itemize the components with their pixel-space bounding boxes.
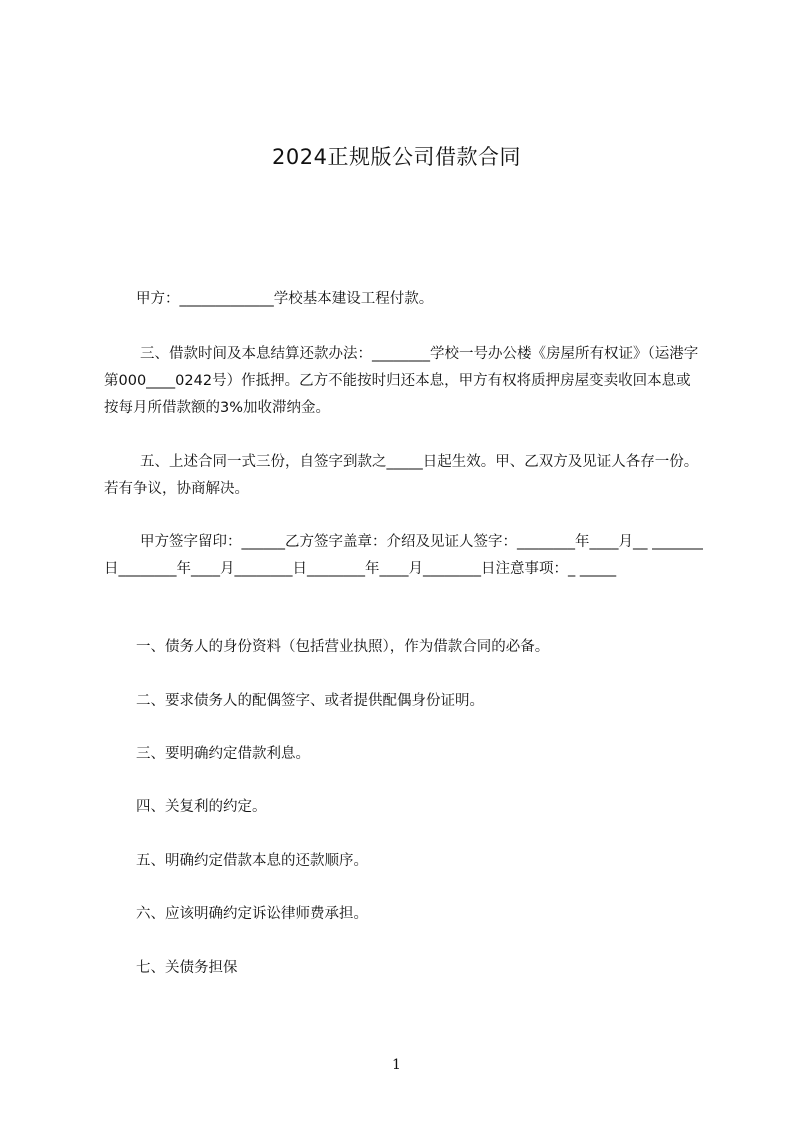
paragraph-signatures: 甲方签字留印：______乙方签字盖章：介绍及见证人签字：________年____月__ _______日________年____月________日________年____月________日注意事项：_ _____	[104, 534, 703, 577]
document-title: 2024正规版公司借款合同	[272, 145, 521, 169]
list-item: 七、关债务担保	[136, 960, 238, 976]
list-item: 二、要求债务人的配偶签字、或者提供配偶身份证明。	[136, 693, 484, 709]
paragraph-effectiveness: 五、上述合同一式三份，自签字到款之_____日起生效。甲、乙双方及见证人各存一份。若有争议，协商解决。	[104, 454, 699, 497]
paragraph-loan-terms: 三、借款时间及本息结算还款办法：________学校一号办公楼《房屋所有权证》（运港字第000____0242号）作抵押。乙方不能按时归还本息，甲方有权将质押房屋变卖收回本息或按每月所借款额的3%加收滞纳金。	[104, 346, 699, 416]
list-item: 四、关复利的约定。	[136, 799, 267, 815]
list-item: 一、债务人的身份资料（包括营业执照），作为借款合同的必备。	[136, 639, 550, 655]
page-number: 1	[392, 1057, 401, 1073]
list-item: 五、明确约定借款本息的还款顺序。	[136, 853, 368, 869]
list-item: 六、应该明确约定诉讼律师费承担。	[136, 906, 368, 922]
list-item: 三、要明确约定借款利息。	[136, 746, 310, 762]
paragraph-party-a: 甲方：_____________学校基本建设工程付款。	[136, 291, 434, 307]
